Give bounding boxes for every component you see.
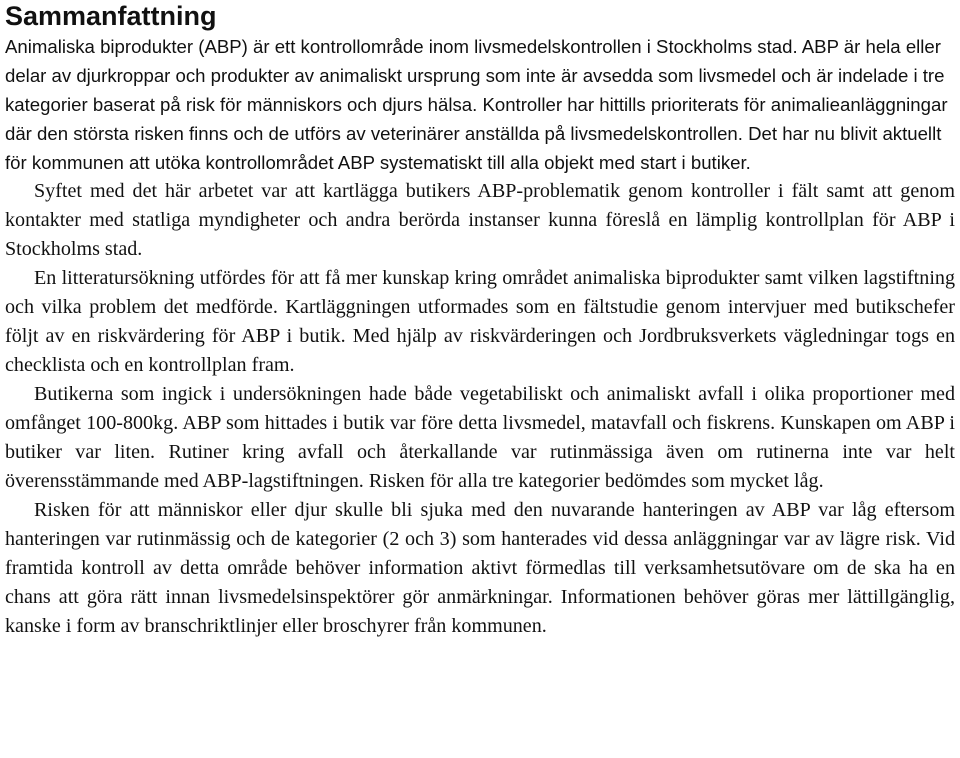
paragraph-conclusion: Risken för att människor eller djur skulle bli sjuka med den nuvarande hanteringen av ABP var låg eftersom hanteringen var rutinmässig och de kategorier (2 och 3) som hanterades vid dessa anläggningar var av lägre risk. Vid framtida kontroll av detta område behöver information aktivt förmedlas till verksamhetsutövare om de ska ha en chans att göra rätt innan livsmedelsinspektörer gör anmärkningar. Informationen behöver göras mer lättillgänglig, kanske i form av branschriktlinjer eller broschyrer från kommunen. (5, 499, 955, 637)
page-title: Sammanfattning (5, 1, 217, 31)
body-text (5, 177, 955, 641)
paragraph-purpose: Syftet med det här arbetet var att kartlägga butikers ABP-problematik genom kontroller i fält samt att genom kontakter med statliga myndigheter och andra berörda instanser kunna föreslå en lämplig kontrollplan för ABP i Stockholms stad. (5, 180, 955, 260)
intro-paragraph: Animaliska biprodukter (ABP) är ett kontrollområde inom livsmedelskontrollen i Stockholms stad. ABP är hela eller delar av djurkroppar och produkter av animaliskt ursprung som inte är avsedda som livsmedel och är indelade i tre kategorier baserat på risk för människors och djurs hälsa. Kontroller har hittills prioriterats för animalieanläggningar där den största risken finns och de utförs av veterinärer anställda på livsmedelskontrollen. Det har nu blivit aktuellt för kommunen att utöka kontrollområdet ABP systematiskt till alla objekt med start i butiker. (5, 36, 948, 173)
paragraph-results: Butikerna som ingick i undersökningen hade både vegetabiliskt och animaliskt avfall i olika proportioner med omfånget 100-800kg. ABP som hittades i butik var före detta livsmedel, matavfall och fiskrens. Kunskapen om ABP i butiker var liten. Rutiner kring avfall och återkallande var rutinmässiga även om rutinerna inte var helt överensstämmande med ABP-lagstiftningen. Risken för alla tre kategorier bedömdes som mycket låg. (5, 383, 955, 492)
paragraph-method: En litteratursökning utfördes för att få mer kunskap kring området animaliska biprodukter samt vilken lagstiftning och vilka problem det medförde. Kartläggningen utformades som en fältstudie genom intervjuer med butikschefer följt av en riskvärdering för ABP i butik. Med hjälp av riskvärderingen och Jordbruksverkets vägledningar togs en checklista och en kontrollplan fram. (5, 267, 955, 376)
